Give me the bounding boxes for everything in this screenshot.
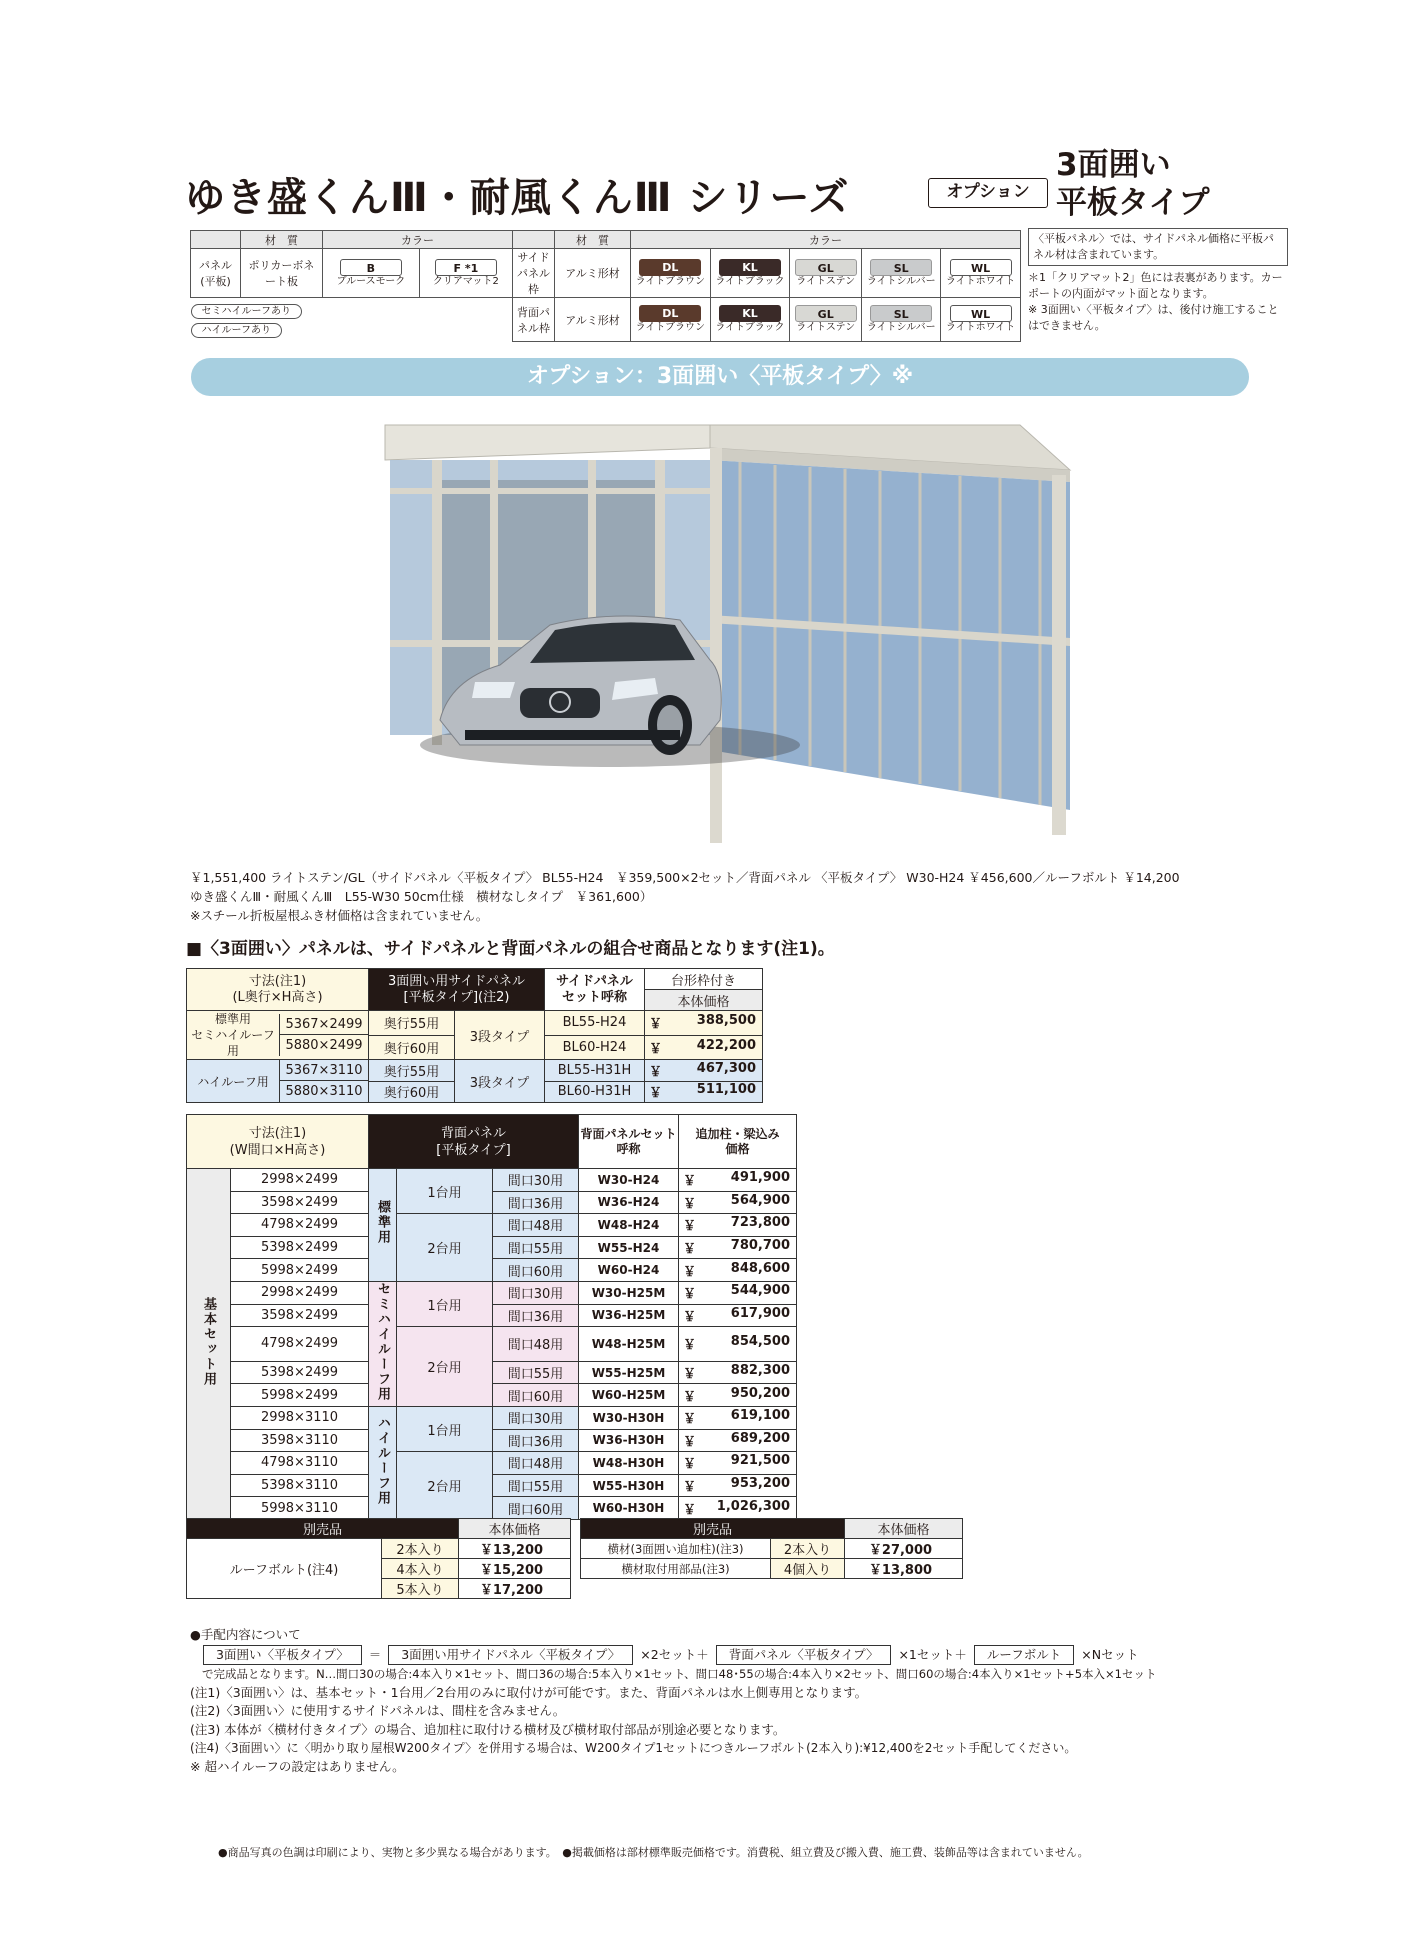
spec-material-header: 材 質: [241, 231, 323, 249]
back-size: 3598×3110: [231, 1429, 369, 1452]
side-frame-material: アルミ形材: [555, 249, 631, 298]
yen-sign: ￥: [683, 1434, 697, 1450]
back-group-label: [369, 1406, 397, 1519]
back-code: W60-H30H: [579, 1497, 679, 1520]
back-group-label: [369, 1169, 397, 1282]
swatch-f: F *1: [435, 259, 497, 276]
side-code: BL55-H31H: [545, 1060, 645, 1082]
note-2: (注2)〈3面囲い〉に使用するサイドパネルは、間柱を含みません。: [190, 1703, 566, 1718]
back-width: 間口30用: [493, 1169, 579, 1192]
side-price: ￥ 422,200: [645, 1035, 763, 1060]
back-group-label-text: セミハイルーフ用: [375, 1281, 390, 1402]
back-price-value: 1,026,300: [716, 1498, 790, 1514]
formula-box-2: 3面囲い用サイドパネル〈平板タイプ〉: [388, 1645, 633, 1666]
swatch-kl-name: ライトブラック: [715, 322, 785, 333]
back-size: 5998×3110: [231, 1497, 369, 1520]
back-price-value: 854,500: [730, 1334, 790, 1350]
back-basic-label-text: 基本セット用: [201, 1296, 216, 1387]
roof-bolt-qty: 5本入り: [382, 1579, 459, 1599]
panel-color-f: [419, 249, 512, 298]
back-code: W30-H24: [579, 1169, 679, 1192]
back-color-gl: [790, 298, 862, 342]
back-table-row: [187, 1406, 797, 1429]
back-cars: 2台用: [397, 1214, 493, 1282]
back-size: 4798×2499: [231, 1327, 369, 1362]
crossbar-price: ￥13,800: [845, 1559, 963, 1579]
spec-table: [190, 230, 1021, 342]
side-color-gl: [790, 249, 862, 298]
back-width: 間口36用: [493, 1304, 579, 1327]
side-color-sl: [862, 249, 941, 298]
swatch-wl: WL: [950, 259, 1012, 276]
yen-sign: ￥: [683, 1367, 697, 1383]
back-table-row: [187, 1281, 797, 1304]
spec-color-header: カラー: [323, 231, 513, 249]
side-depth: 奥行55用: [369, 1060, 455, 1082]
swatch-gl: GL: [795, 259, 857, 276]
back-code: W36-H24: [579, 1191, 679, 1214]
back-price-value: 617,900: [730, 1305, 790, 1321]
back-price-value: 882,300: [730, 1363, 790, 1379]
back-price: [679, 1327, 797, 1362]
back-code: W36-H30H: [579, 1429, 679, 1452]
back-price-value: 723,800: [730, 1215, 790, 1231]
swatch-gl: GL: [795, 305, 857, 322]
swatch-kl: KL: [719, 259, 781, 276]
roof-bolt-h-item: 別売品: [187, 1519, 459, 1539]
roof-bolt-qty: 4本入り: [382, 1559, 459, 1579]
spec-corner: [191, 231, 241, 249]
spec-corner2: [513, 231, 555, 249]
back-price-value: 491,900: [730, 1170, 790, 1186]
back-width: 間口30用: [493, 1281, 579, 1304]
yen-sign: ￥: [683, 1264, 697, 1280]
swatch-f-name: クリアマット2: [432, 275, 499, 287]
yen-sign: ￥: [683, 1287, 697, 1303]
crossbar-table: [580, 1518, 963, 1579]
back-size: 5398×2499: [231, 1361, 369, 1384]
option-banner: オプション：3面囲い〈平板タイプ〉※: [191, 358, 1249, 396]
spec-note-2: ※ 3面囲い〈平板タイプ〉は、後付け施工することはできません。: [1028, 303, 1279, 332]
back-price-value: 544,900: [730, 1283, 790, 1299]
back-price: [679, 1361, 797, 1384]
back-price-value: 689,200: [730, 1430, 790, 1446]
pill-high-roof: ハイルーフあり: [191, 323, 283, 338]
side-panel-table: [186, 968, 763, 1103]
series-title: ゆき盛くんⅢ・耐風くんⅢ シリーズ: [185, 175, 850, 221]
back-price-value: 953,200: [730, 1476, 790, 1492]
roof-bolt-qty: 2本入り: [382, 1539, 459, 1559]
back-price-value: 848,600: [730, 1260, 790, 1276]
back-code: W60-H24: [579, 1259, 679, 1282]
swatch-sl-name: ライトシルバー: [866, 275, 936, 287]
yen-sign: ￥: [683, 1457, 697, 1473]
back-price: [679, 1169, 797, 1192]
swatch-b-name: ブルースモーク: [336, 275, 406, 287]
back-price-value: 921,500: [730, 1453, 790, 1469]
back-size: 3598×2499: [231, 1304, 369, 1327]
swatch-wl-name: ライトホワイト: [945, 322, 1016, 333]
side-h-panel: 3面囲い用サイドパネル [平板タイプ](注2): [369, 969, 545, 1011]
back-panel-table: [186, 1114, 797, 1520]
panel-label: パネル(平板): [191, 249, 241, 298]
back-width: 間口55用: [493, 1361, 579, 1384]
side-h-price: 本体価格: [645, 990, 763, 1011]
formula-box-3: 背面パネル〈平板タイプ〉: [716, 1645, 892, 1666]
caption-line-1: ￥1,551,400 ライトステン/GL（サイドパネル〈平板タイプ〉 BL55-H24 ￥359,500×2セット／背面パネル 〈平板タイプ〉 W30-H24 ￥456,600／ルーフボルト ￥14,200: [190, 870, 1180, 885]
spec-material-header2: 材 質: [555, 231, 631, 249]
side-group-high: [187, 1060, 369, 1103]
back-size: 5998×2499: [231, 1384, 369, 1407]
back-frame-label: 背面パネル枠: [513, 298, 555, 342]
yen-sign: ￥: [683, 1412, 697, 1428]
formula-box-4: ルーフボルト: [974, 1645, 1074, 1666]
side-h-frame: 台形枠付き: [645, 969, 763, 990]
side-depth: 奥行60用: [369, 1035, 455, 1060]
side-code: BL60-H24: [545, 1035, 645, 1060]
back-width: 間口48用: [493, 1214, 579, 1237]
note-3: (注3) 本体が〈横材付きタイプ〉の場合、追加柱に取付ける横材及び横材取付部品が別途必要となります。: [190, 1721, 786, 1737]
back-cars: 1台用: [397, 1169, 493, 1214]
back-frame-material: アルミ形材: [555, 298, 631, 342]
back-size: 3598×2499: [231, 1191, 369, 1214]
side-code: BL55-H24: [545, 1011, 645, 1036]
swatch-sl: SL: [870, 259, 932, 276]
back-size: 2998×2499: [231, 1169, 369, 1192]
side-size: 5367×2499: [280, 1014, 368, 1035]
back-basic-label: [187, 1169, 231, 1520]
caption-line-3: ※スチール折板屋根ふき材価格は含まれていません。: [190, 908, 489, 923]
back-h-price: 追加柱・梁込み 価格: [679, 1115, 797, 1169]
side-color-wl: [941, 249, 1021, 298]
back-price-value: 619,100: [730, 1408, 790, 1424]
back-size: 2998×3110: [231, 1406, 369, 1429]
back-code: W48-H24: [579, 1214, 679, 1237]
back-cars: 1台用: [397, 1406, 493, 1451]
formula-mul-1: ×1セット＋: [898, 1646, 967, 1662]
panel-color-b: [323, 249, 420, 298]
side-price: ￥ 511,100: [645, 1081, 763, 1103]
back-price: [679, 1429, 797, 1452]
back-h-panel: 背面パネル [平板タイプ]: [369, 1115, 579, 1169]
crossbar-item: 横材取付用部品(注3): [581, 1559, 771, 1579]
back-price: [679, 1452, 797, 1475]
swatch-wl-name: ライトホワイト: [945, 275, 1016, 287]
back-size: 2998×2499: [231, 1281, 369, 1304]
type-title: [1056, 146, 1209, 222]
spec-notes: [1028, 228, 1288, 334]
swatch-wl: WL: [950, 305, 1012, 322]
yen-sign: ￥: [683, 1219, 697, 1235]
side-type: 3段タイプ: [455, 1060, 545, 1103]
back-price: [679, 1259, 797, 1282]
side-h-size: 寸法(注1) (L奥行×H高さ): [187, 969, 369, 1011]
back-width: 間口48用: [493, 1452, 579, 1475]
yen-sign: ￥: [683, 1242, 697, 1258]
back-color-kl: [710, 298, 790, 342]
back-h-set: 背面パネルセット 呼称: [579, 1115, 679, 1169]
back-table-row: [187, 1169, 797, 1192]
back-width: 間口60用: [493, 1259, 579, 1282]
side-size: 5880×2499: [285, 1038, 363, 1053]
back-price: [679, 1304, 797, 1327]
side-group-std: [187, 1011, 369, 1060]
roof-bolt-item: ルーフボルト(注4): [187, 1539, 382, 1599]
back-h-size: 寸法(注1) (W間口×H高さ): [187, 1115, 369, 1169]
roof-bolt-table: [186, 1518, 571, 1599]
spec-note-box: 〈平板パネル〉では、サイドパネル価格に平板パネル材は含まれています。: [1028, 228, 1288, 266]
back-color-wl: [941, 298, 1021, 342]
swatch-kl-name: ライトブラック: [715, 275, 785, 287]
back-width: 間口36用: [493, 1429, 579, 1452]
yen-sign: ￥: [683, 1502, 697, 1518]
side-group-std-label: 標準用 セミハイルーフ用: [191, 1012, 275, 1058]
crossbar-h-price: 本体価格: [845, 1519, 963, 1539]
crossbar-qty: 4個入り: [771, 1559, 845, 1579]
crossbar-price: ￥27,000: [845, 1539, 963, 1559]
back-width: 間口36用: [493, 1191, 579, 1214]
spec-note-1: ＊1「クリアマット2」色には表裏があります。カーポートの内面がマット面となります。: [1028, 271, 1283, 300]
back-code: W36-H25M: [579, 1304, 679, 1327]
back-code: W30-H30H: [579, 1406, 679, 1429]
side-depth: 奥行55用: [369, 1011, 455, 1036]
swatch-b: B: [340, 259, 402, 276]
back-price: [679, 1384, 797, 1407]
swatch-sl: SL: [870, 305, 932, 322]
back-code: W60-H25M: [579, 1384, 679, 1407]
swatch-kl: KL: [719, 305, 781, 322]
side-size: 5880×3110: [285, 1084, 363, 1099]
spec-color-header2: カラー: [631, 231, 1021, 249]
side-h-set: サイドパネル セット呼称: [545, 969, 645, 1011]
type-title-line1: 3面囲い: [1056, 147, 1171, 183]
side-code: BL60-H31H: [545, 1081, 645, 1103]
roof-bolt-h-price: 本体価格: [459, 1519, 571, 1539]
footnotes: [190, 1626, 1156, 1776]
back-group-label-text: ハイルーフ用: [375, 1415, 390, 1506]
swatch-dl-name: ライトブラウン: [635, 322, 706, 333]
back-price-value: 564,900: [730, 1192, 790, 1208]
back-cars: 2台用: [397, 1327, 493, 1407]
yen-sign: ￥: [683, 1338, 697, 1354]
back-price: [679, 1474, 797, 1497]
back-code: W48-H25M: [579, 1327, 679, 1362]
roof-pills: [191, 298, 513, 342]
yen-sign: ￥: [683, 1196, 697, 1212]
back-table-row: [187, 1452, 797, 1475]
back-group-label-text: 標準用: [375, 1200, 390, 1246]
formula-mul-n: ×Nセット: [1081, 1646, 1139, 1662]
swatch-gl-name: ライトステン: [796, 275, 856, 287]
side-size: 5367×3110: [280, 1060, 368, 1081]
order-heading: ●手配内容について: [190, 1627, 301, 1642]
back-code: W55-H24: [579, 1236, 679, 1259]
photo-caption: [190, 868, 1180, 925]
back-cars: 1台用: [397, 1281, 493, 1326]
back-table-row: [187, 1327, 797, 1362]
side-price: ￥ 388,500: [645, 1011, 763, 1036]
swatch-dl: DL: [639, 259, 701, 276]
order-formula: [190, 1645, 1156, 1666]
back-price: [679, 1406, 797, 1429]
back-code: W48-H30H: [579, 1452, 679, 1475]
side-group-high-label: ハイルーフ用: [197, 1074, 269, 1089]
side-type: 3段タイプ: [455, 1011, 545, 1060]
back-code: W55-H30H: [579, 1474, 679, 1497]
crossbar-qty: 2本入り: [771, 1539, 845, 1559]
back-table-row: [187, 1214, 797, 1237]
order-complete: で完成品となります。N…間口30の場合:4本入り×1セット、間口36の場合:5本入り×1セット、間口48･55の場合:4本入り×2セット、間口60の場合:4本入り×1セット+5本入×1セット: [202, 1667, 1157, 1681]
note-1: (注1)〈3面囲い〉は、基本セット・1台用／2台用のみに取付けが可能です。また、背面パネルは水上側専用となります。: [190, 1684, 868, 1700]
back-color-dl: [631, 298, 711, 342]
side-frame-label: サイドパネル枠: [513, 249, 555, 298]
back-size: 5998×2499: [231, 1259, 369, 1282]
back-size: 4798×3110: [231, 1452, 369, 1475]
panel-material: ポリカーボネート板: [241, 249, 323, 298]
formula-mul-2: ×2セット＋: [640, 1646, 709, 1662]
swatch-gl-name: ライトステン: [796, 322, 856, 333]
back-price: [679, 1236, 797, 1259]
section-heading: ■〈3面囲い〉パネルは、サイドパネルと背面パネルの組合せ商品となります(注1)。: [186, 939, 835, 959]
swatch-sl-name: ライトシルバー: [866, 322, 936, 333]
roof-bolt-price: ￥17,200: [459, 1579, 571, 1599]
formula-eq: ＝: [368, 1646, 382, 1662]
crossbar-item: 横材(3面囲い追加柱)(注3): [581, 1539, 771, 1559]
back-size: 5398×2499: [231, 1236, 369, 1259]
crossbar-h-item: 別売品: [581, 1519, 845, 1539]
back-price-value: 780,700: [730, 1238, 790, 1254]
back-code: W30-H25M: [579, 1281, 679, 1304]
roof-bolt-price: ￥13,200: [459, 1539, 571, 1559]
side-depth: 奥行60用: [369, 1081, 455, 1103]
back-price: [679, 1497, 797, 1520]
back-width: 間口48用: [493, 1327, 579, 1362]
type-title-line2: 平板タイプ: [1056, 185, 1210, 221]
yen-sign: ￥: [683, 1480, 697, 1496]
back-width: 間口30用: [493, 1406, 579, 1429]
yen-sign: ￥: [683, 1309, 697, 1325]
back-size: 4798×2499: [231, 1214, 369, 1237]
side-color-kl: [710, 249, 790, 298]
carport-photo: [380, 420, 1080, 850]
pill-semi-high-roof: セミハイルーフあり: [191, 304, 303, 319]
note-4: (注4)〈3面囲い〉に〈明かり取り屋根W200タイプ〉を併用する場合は、W200タイプ1セットにつきルーフボルト(2本入り):¥12,400を2セット手配してください。: [190, 1741, 1077, 1755]
option-badge: オプション: [928, 178, 1048, 208]
note-5: ※ 超ハイルーフの設定はありません。: [190, 1758, 405, 1774]
side-price: ￥ 467,300: [645, 1060, 763, 1082]
caption-line-2: ゆき盛くんⅢ・耐風くんⅢ L55-W30 50cm仕様 横材なしタイプ ￥361,600）: [190, 889, 653, 904]
roof-bolt-price: ￥15,200: [459, 1559, 571, 1579]
back-width: 間口60用: [493, 1384, 579, 1407]
bottom-note: ●商品写真の色調は印刷により、実物と多少異なる場合があります。 ●掲載価格は部材標準販売価格です。消費税、組立費及び搬入費、施工費、装飾品等は含まれていません。: [218, 1846, 1089, 1859]
back-price: [679, 1281, 797, 1304]
yen-sign: ￥: [683, 1174, 697, 1190]
back-price-value: 950,200: [730, 1385, 790, 1401]
swatch-dl-name: ライトブラウン: [635, 275, 706, 287]
yen-sign: ￥: [683, 1389, 697, 1405]
back-code: W55-H25M: [579, 1361, 679, 1384]
swatch-dl: DL: [639, 305, 701, 322]
formula-box-1: 3面囲い〈平板タイプ〉: [203, 1645, 362, 1666]
back-color-sl: [862, 298, 941, 342]
back-width: 間口55用: [493, 1474, 579, 1497]
back-size: 5398×3110: [231, 1474, 369, 1497]
side-color-dl: [631, 249, 711, 298]
back-cars: 2台用: [397, 1452, 493, 1520]
back-width: 間口60用: [493, 1497, 579, 1520]
back-price: [679, 1214, 797, 1237]
back-width: 間口55用: [493, 1236, 579, 1259]
back-group-label: [369, 1281, 397, 1406]
back-price: [679, 1191, 797, 1214]
